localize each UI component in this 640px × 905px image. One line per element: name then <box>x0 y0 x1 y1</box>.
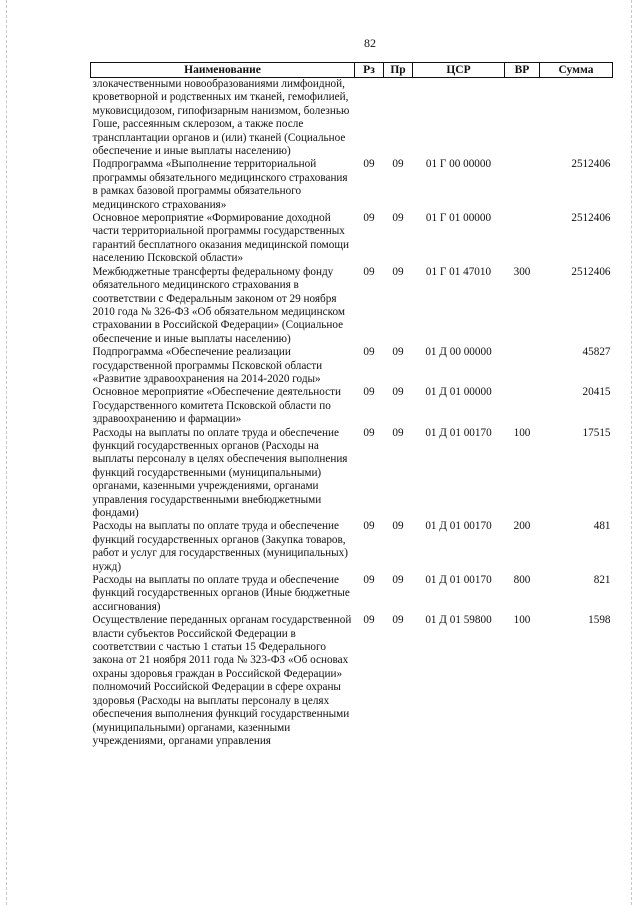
cell-name: Расходы на выплаты по оплате труда и обеспечение функций государственных органов (Закупка товаров, работ и услуг для государственных (муниципальных) нужд) <box>92 520 348 573</box>
table-row <box>91 212 613 266</box>
cell-name: злокачественными новообразованиями лимфоидной, кроветворной и родственных им тканей, гемофилией, муковисцидозом, гипофизарным нанизмом, болезнью Гоше, рассеянным склерозом, а также после трансплантации органов и (или) тканей (Социальное обеспечение и иные выплаты населению) <box>92 78 350 158</box>
cell-pr: 09 <box>392 158 404 171</box>
cell-vr <box>505 78 540 159</box>
cell-vr: 100 <box>513 614 531 627</box>
cell-sum <box>540 78 613 159</box>
cell-vr: 200 <box>513 520 531 533</box>
cell-vr: 800 <box>513 574 531 587</box>
cell-sum: 2512406 <box>571 158 611 171</box>
cell-name: Межбюджетные трансферты федеральному фонду обязательного медицинского страхования в соответствии с Федеральным законом от 29 ноября 2010 года № 326-ФЗ «Об обязательном медицинском страховании в Российской Федерации» (Социальное обеспечение и иные выплаты населению) <box>92 265 345 345</box>
header-rz: Рз <box>355 63 384 78</box>
cell-pr: 09 <box>392 574 404 587</box>
budget-table <box>90 62 613 748</box>
cell-name: Подпрограмма «Выполнение территориальной программы обязательного медицинского страхования в рамках базовой программы обязательного медицинского страхования» <box>92 158 348 211</box>
cell-csr: 01 Д 01 00000 <box>425 386 492 399</box>
cell-vr: 100 <box>513 426 531 439</box>
table-row <box>91 614 613 748</box>
cell-name: Основное мероприятие «Формирование доходной части территориальной программы государственных гарантий бесплатного оказания медицинской помощи населению Псковской области» <box>92 212 349 265</box>
cell-vr: 300 <box>513 265 531 278</box>
cell-sum: 20415 <box>582 386 611 399</box>
cell-sum: 481 <box>593 520 611 533</box>
cell-rz <box>355 78 384 159</box>
cell-rz: 09 <box>363 520 375 533</box>
cell-rz: 09 <box>363 386 375 399</box>
cell-csr: 01 Д 00 00000 <box>425 346 492 359</box>
table-row <box>91 266 613 346</box>
cell-sum: 821 <box>593 574 611 587</box>
cell-sum: 1598 <box>588 614 611 627</box>
cell-sum: 45827 <box>582 346 611 359</box>
cell-pr: 09 <box>392 614 404 627</box>
cell-pr: 09 <box>392 386 404 399</box>
header-csr: ЦСР <box>413 63 505 78</box>
cell-vr <box>505 158 540 212</box>
table-row <box>91 346 613 386</box>
cell-pr: 09 <box>392 265 404 278</box>
cell-pr: 09 <box>392 212 404 225</box>
table-row <box>91 386 613 426</box>
cell-vr <box>505 386 540 426</box>
cell-rz: 09 <box>363 614 375 627</box>
cell-rz: 09 <box>363 265 375 278</box>
cell-csr: 01 Д 01 00170 <box>425 520 492 533</box>
cell-csr: 01 Г 01 00000 <box>425 212 492 225</box>
page-number: 82 <box>364 36 376 50</box>
table-row <box>91 78 613 159</box>
cell-pr: 09 <box>392 346 404 359</box>
scan-edge-left <box>6 0 7 905</box>
scan-edge-right <box>631 0 632 905</box>
cell-pr: 09 <box>392 520 404 533</box>
cell-vr <box>505 212 540 266</box>
cell-sum: 2512406 <box>571 212 611 225</box>
cell-rz: 09 <box>363 426 375 439</box>
cell-name: Основное мероприятие «Обеспечение деятельности Государственного комитета Псковской области по здравоохранению и фармации» <box>92 386 341 426</box>
cell-rz: 09 <box>363 346 375 359</box>
cell-name: Расходы на выплаты по оплате труда и обеспечение функций государственных органов (Расходы на выплаты персоналу в целях обеспечения выполнения функций государственными (муниципальными) органами, казенными учреждениями, органами управления государственными внебюджетными фондами) <box>92 426 348 519</box>
cell-pr: 09 <box>392 426 404 439</box>
table-row <box>91 158 613 212</box>
cell-sum: 2512406 <box>571 265 611 278</box>
cell-csr: 01 Д 01 59800 <box>425 614 492 627</box>
cell-csr: 01 Г 01 47010 <box>425 265 492 278</box>
cell-rz: 09 <box>363 212 375 225</box>
table-row <box>91 574 613 614</box>
cell-rz: 09 <box>363 574 375 587</box>
cell-name: Подпрограмма «Обеспечение реализации государственной программы Псковской области «Развитие здравоохранения на 2014-2020 годы» <box>92 346 323 385</box>
header-sum: Сумма <box>540 63 613 78</box>
header-row <box>91 63 613 78</box>
cell-pr <box>384 78 413 159</box>
table-row <box>91 520 613 574</box>
cell-name: Расходы на выплаты по оплате труда и обеспечение функций государственных органов (Иные бюджетные ассигнования) <box>92 574 350 613</box>
cell-csr <box>413 78 505 159</box>
cell-name: Осуществление переданных органам государственной власти субъектов Российской Федерации в соответствии с частью 1 статьи 15 Федерального закона от 21 ноября 2011 года № 323-ФЗ «Об основах охраны здоровья граждан в Российской Федерации» полномочий Российской Федерации в сфере охраны здоровья (Расходы на выплаты персоналу в целях обеспечения выполнения функций государственными (муниципальными) органами, казенными учреждениями, органами управления <box>92 614 352 747</box>
header-pr: Пр <box>384 63 413 78</box>
header-vr: ВР <box>505 63 540 78</box>
cell-csr: 01 Г 00 00000 <box>425 158 492 171</box>
table-row <box>91 427 613 521</box>
header-name: Наименование <box>91 63 355 78</box>
table-header <box>91 63 613 78</box>
cell-csr: 01 Д 01 00170 <box>425 574 492 587</box>
cell-vr <box>505 346 540 386</box>
cell-rz: 09 <box>363 158 375 171</box>
cell-csr: 01 Д 01 00170 <box>425 426 492 439</box>
cell-sum: 17515 <box>582 426 611 439</box>
table-body <box>91 78 613 749</box>
